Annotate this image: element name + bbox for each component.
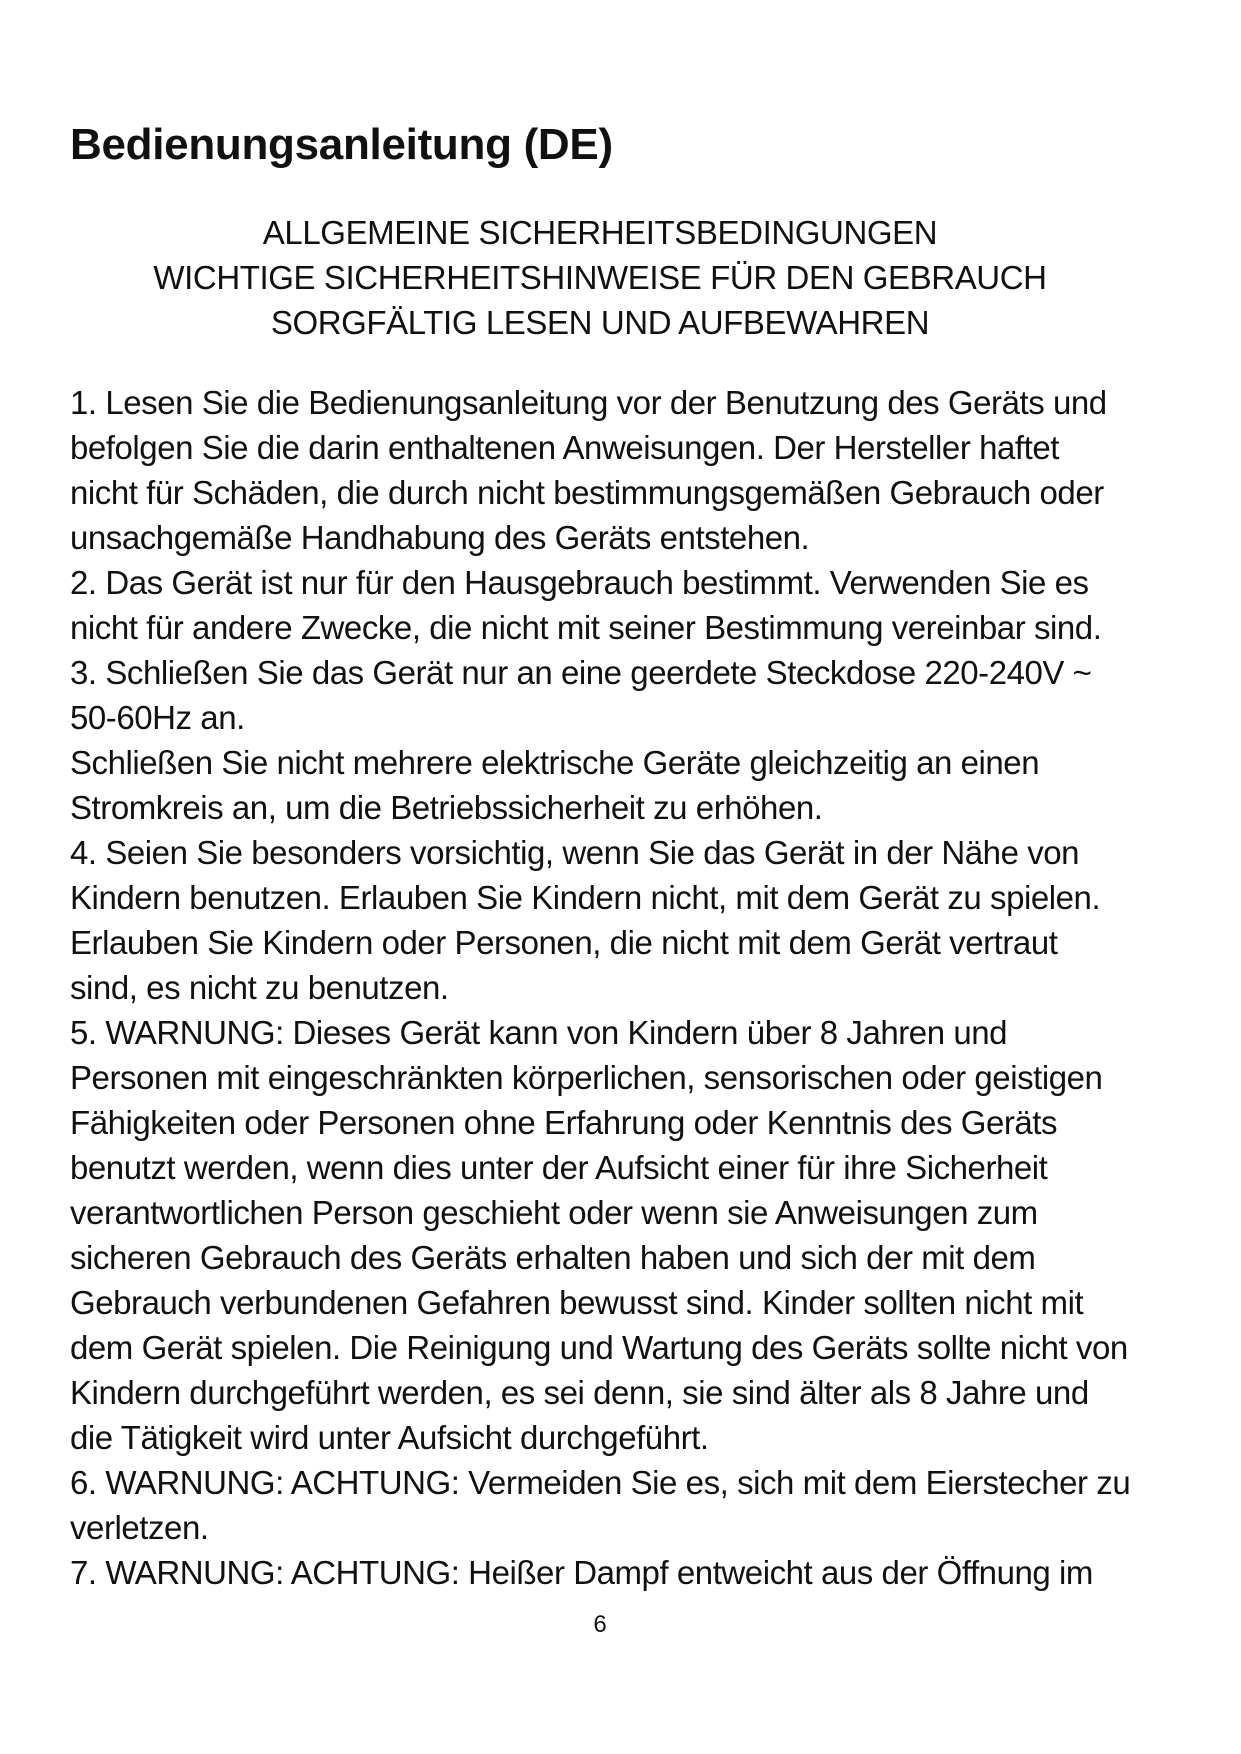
safety-instructions: [70, 380, 1180, 1595]
instruction-line: befolgen Sie die darin enthaltenen Anweisungen. Der Hersteller haftet: [70, 429, 1059, 466]
instruction-line: Fähigkeiten oder Personen ohne Erfahrung oder Kenntnis des Geräts: [70, 1104, 1058, 1141]
instruction-line: 6. WARNUNG: ACHTUNG: Vermeiden Sie es, sich mit dem Eierstecher zu: [70, 1464, 1131, 1501]
page-title: Bedienungsanleitung (DE): [70, 120, 613, 169]
instruction-line: Erlauben Sie Kindern oder Personen, die nicht mit dem Gerät vertraut: [70, 924, 1058, 961]
subheading-read-and-keep: SORGFÄLTIG LESEN UND AUFBEWAHREN: [270, 304, 930, 341]
instruction-line: Stromkreis an, um die Betriebssicherheit zu erhöhen.: [70, 789, 823, 826]
instruction-line: dem Gerät spielen. Die Reinigung und Wartung des Geräts sollte nicht von: [70, 1329, 1128, 1366]
instruction-line: verletzen.: [70, 1509, 209, 1546]
instruction-line: 2. Das Gerät ist nur für den Hausgebrauch bestimmt. Verwenden Sie es: [70, 564, 1089, 601]
instruction-line: 5. WARNUNG: Dieses Gerät kann von Kindern über 8 Jahren und: [70, 1014, 1008, 1051]
instruction-line: Gebrauch verbundenen Gefahren bewusst sind. Kinder sollten nicht mit: [70, 1284, 1084, 1321]
instruction-line: Kindern durchgeführt werden, es sei denn, sie sind älter als 8 Jahre und: [70, 1374, 1089, 1411]
instruction-line: Kindern benutzen. Erlauben Sie Kindern nicht, mit dem Gerät zu spielen.: [70, 879, 1101, 916]
instruction-line: nicht für andere Zwecke, die nicht mit seiner Bestimmung vereinbar sind.: [70, 609, 1102, 646]
instruction-line: 3. Schließen Sie das Gerät nur an eine geerdete Steckdose 220-240V ~: [70, 654, 1092, 691]
safety-subheadings: [100, 210, 1100, 345]
page-number: 6: [593, 1611, 607, 1638]
instruction-line: 50-60Hz an.: [70, 699, 245, 736]
instruction-line: nicht für Schäden, die durch nicht bestimmungsgemäßen Gebrauch oder: [70, 474, 1104, 511]
instruction-line: 7. WARNUNG: ACHTUNG: Heißer Dampf entweicht aus der Öffnung im: [70, 1554, 1093, 1591]
instruction-line: 4. Seien Sie besonders vorsichtig, wenn Sie das Gerät in der Nähe von: [70, 834, 1080, 871]
instruction-line: verantwortlichen Person geschieht oder wenn sie Anweisungen zum: [70, 1194, 1038, 1231]
subheading-important-notes: WICHTIGE SICHERHEITSHINWEISE FÜR DEN GEBRAUCH: [153, 259, 1047, 296]
instruction-line: die Tätigkeit wird unter Aufsicht durchgeführt.: [70, 1419, 709, 1456]
instruction-line: unsachgemäße Handhabung des Geräts entstehen.: [70, 519, 810, 556]
instruction-line: sicheren Gebrauch des Geräts erhalten haben und sich der mit dem: [70, 1239, 1036, 1276]
subheading-general-safety: ALLGEMEINE SICHERHEITSBEDINGUNGEN: [262, 214, 938, 251]
instruction-line: 1. Lesen Sie die Bedienungsanleitung vor der Benutzung des Geräts und: [70, 384, 1107, 421]
instruction-line: benutzt werden, wenn dies unter der Aufsicht einer für ihre Sicherheit: [70, 1149, 1048, 1186]
instruction-line: Personen mit eingeschränkten körperlichen, sensorischen oder geistigen: [70, 1059, 1103, 1096]
instruction-line: sind, es nicht zu benutzen.: [70, 969, 449, 1006]
instruction-line: Schließen Sie nicht mehrere elektrische Geräte gleichzeitig an einen: [70, 744, 1040, 781]
